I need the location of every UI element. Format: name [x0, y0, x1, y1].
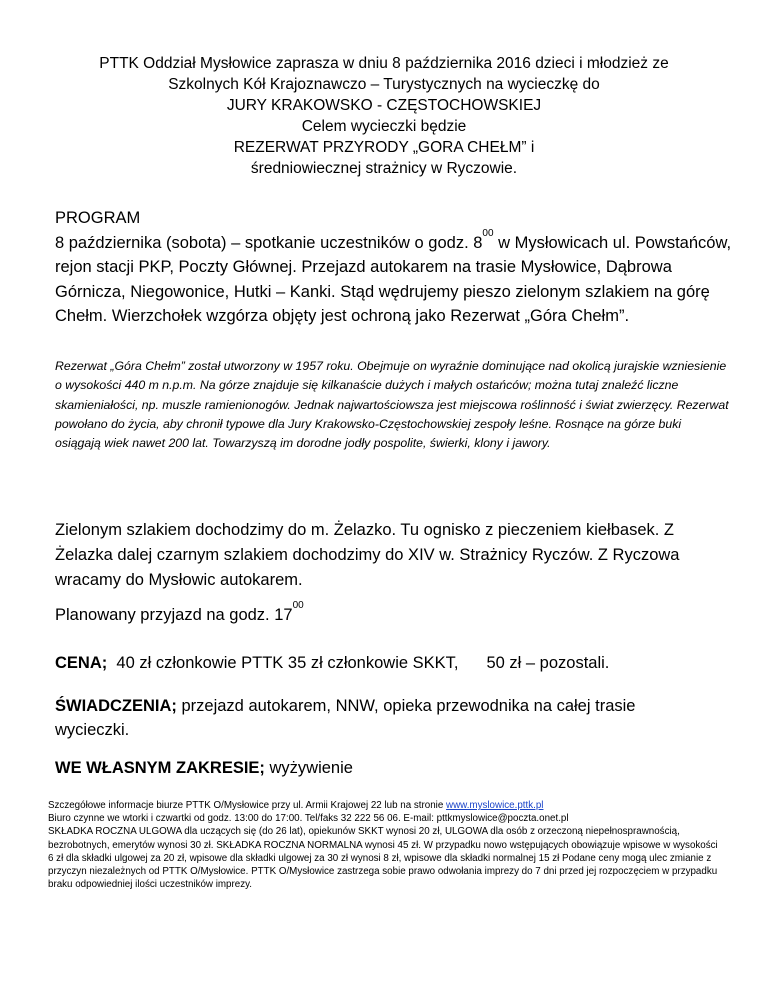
- arrival-time-superscript: 00: [292, 600, 304, 611]
- arrival-text: Planowany przyjazd na godz. 17: [55, 606, 293, 624]
- own-scope-line: [55, 756, 353, 780]
- header-line-3: JURY KRAKOWSKO - CZĘSTOCHOWSKIEJ: [226, 97, 542, 114]
- program-text-start: 8 października (sobota) – spotkanie uczestników o godz. 8: [55, 233, 483, 252]
- program-title: PROGRAM: [55, 209, 141, 227]
- own-scope-label: WE WŁASNYM ZAKRESIE;: [55, 759, 265, 777]
- price-line: [55, 651, 735, 675]
- footer-info: [48, 799, 720, 891]
- header-line-2: Szkolnych Kół Krajoznawczo – Turystycznych na wycieczkę do: [168, 76, 600, 93]
- services-text: przejazd autokarem, NNW, opieka przewodnika na całej trasie wycieczki.: [55, 697, 636, 739]
- route-paragraph: Zielonym szlakiem dochodzimy do m. Żelazko. Tu ognisko z pieczeniem kiełbasek. Z Żelazka dalej czarnym szlakiem dochodzimy do XIV w. Strażnicy Ryczów. Z Ryczowa wracamy do Mysłowic autokarem.: [55, 521, 680, 589]
- program-text: [55, 227, 735, 329]
- header-line-6: średniowiecznej strażnicy w Ryczowie.: [250, 160, 518, 177]
- price-members: 40 zł członkowie PTTK 35 zł członkowie SKKT,: [116, 654, 459, 672]
- program-time-superscript: 00: [482, 227, 494, 239]
- arrival-time: [55, 600, 304, 628]
- footer-fees-text: SKŁADKA ROCZNA ULGOWA dla uczących się (do 26 lat), opiekunów SKKT wynosi 20 zł, ULGOWA dla osób z orzeczoną niepełnosprawnością, bezrobotnych, emerytów wynosi 30 zł. SKŁADKA ROCZNA NORMALNA wynosi 45 zł. W przypadku nowo wstępujących obowiązuje wpisowe w wysokości 6 zł dla składki ulgowej za 20 zł, wpisowe dla składki ulgowej za 30 zł wynosi 8 zł, wpisowe dla składki normalnej 15 zł Podane ceny mogą ulec zmianie z przyczyn niezależnych od PTTK O/Mysłowice. PTTK O/Mysłowice zastrzega sobie prawo odwołania imprezy do 7 dni przed jej rozpoczęciem w przypadku braku odpowiedniej ilości uczestników imprezy.: [48, 826, 718, 891]
- own-scope-text: wyżywienie: [264, 759, 353, 777]
- services-line: [55, 695, 695, 742]
- header-line-5: REZERWAT PRZYRODY „GORA CHEŁM” i: [233, 139, 535, 156]
- header-line-1: PTTK Oddział Mysłowice zaprasza w dniu 8 października 2016 dzieci i młodzież ze: [99, 55, 669, 72]
- invitation-header: [40, 53, 728, 179]
- program-text-end: w Mysłowicach ul. Powstańców, rejon stacji PKP, Poczty Głównej. Przejazd autokarem na trasie Mysłowice, Dąbrowa Górnicza, Niegowonice, Hutki – Kanki. Stąd wędrujemy pieszo zielonym szlakiem na górę Chełm. Wierzchołek wzgórza objęty jest ochroną jako Rezerwat „Góra Chełm”.: [55, 233, 732, 325]
- program-section: [55, 206, 735, 329]
- services-label: ŚWIADCZENIA;: [55, 697, 177, 715]
- footer-line-1: [48, 799, 720, 812]
- website-link[interactable]: www.myslowice.pttk.pl: [446, 800, 544, 811]
- header-line-4: Celem wycieczki będzie: [301, 118, 467, 135]
- price-others: 50 zł – pozostali.: [486, 654, 610, 672]
- footer-line-2: Biuro czynne we wtorki i czwartki od godz. 13:00 do 17:00. Tel/faks 32 222 56 06. E-mail: pttkmyslowice@poczta.onet.pl: [48, 813, 569, 825]
- price-label: CENA;: [55, 654, 108, 672]
- reserve-description: Rezerwat „Góra Chełm” został utworzony w 1957 roku. Obejmuje on wyraźnie dominujące nad okolicą jurajskie wzniesienie o wysokości 440 m n.p.m. Na górze znajduje się kilkanaście dużych i małych ostańców; można tutaj znaleźć liczne skamieniałości, np. muszle ramienionogów. Jednak najwartościowsza jest miejscowa roślinność i świat zwierzęcy. Rezerwat powołano do życia, aby chronił typowe dla Jury Krakowsko-Częstochowskiej zespoły leśne. Rosnące na górze buki osiągają wiek nawet 200 lat. Towarzyszą im dorodne jodły pospolite, świerki, klony i jawory.: [55, 359, 729, 451]
- footer-info-text: Szczegółowe informacje biurze PTTK O/Mysłowice przy ul. Armii Krajowej 22 lub na stronie: [48, 800, 447, 811]
